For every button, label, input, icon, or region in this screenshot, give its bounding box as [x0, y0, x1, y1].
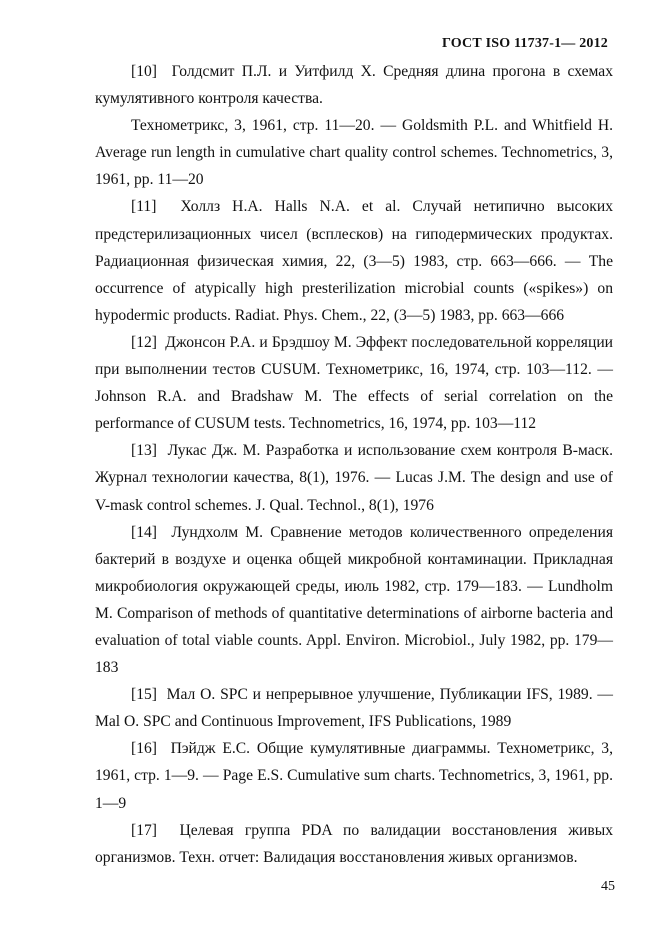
reference-entry [95, 193, 613, 328]
reference-entry [95, 519, 613, 682]
reference-text: Технометрикс, 3, 1961, стр. 11—20. — Goldsmith P.L. and Whitfield H. Average run length in cumulative chart quality control schemes. Technometrics, 3, 1961, pp. 11—20 [95, 117, 613, 189]
reference-label: [13] [131, 442, 157, 460]
reference-entry [95, 735, 613, 816]
reference-label: [14] [131, 523, 157, 541]
reference-entry [95, 437, 613, 518]
reference-text: Мал О. SPC и непрерывное улучшение, Публикации IFS, 1989. — Mal O. SPC and Continuous Improvement, IFS Publications, 1989 [95, 686, 613, 731]
reference-text: Лундхолм М. Сравнение методов количественного определения бактерий в воздухе и оценка общей микробной контаминации. Прикладная микробиология окружающей среды, июль 1982, стр. 179—183. — Lundholm M. Comparison of methods of quantitative determinations of airborne bacteria and evaluation of total viable counts. Appl. Environ. Microbiol., July 1982, pp. 179—183 [95, 523, 613, 677]
reference-text: Холлз Н.А. Halls N.A. et al. Случай нетипично высоких предстерилизационных чисел (всплесков) на гиподермических продуктах. Радиационная физическая химия, 22, (3—5) 1983, стр. 663—666. — The occurrence of atypically high presterilization microbial counts («spikes») on hypodermic products. Radiat. Phys. Chem., 22, (3—5) 1983, pp. 663—666 [95, 198, 614, 324]
page-number: 45 [601, 879, 615, 894]
reference-text: Пэйдж Е.С. Общие кумулятивные диаграммы. Технометрикс, 3, 1961, стр. 1—9. — Page E.S. Cumulative sum charts. Technometrics, 3, 1961, pp. 1—9 [95, 740, 613, 812]
reference-label: [10] [131, 63, 157, 80]
reference-list [95, 58, 613, 871]
reference-entry [95, 58, 613, 112]
reference-label: [16] [131, 740, 157, 758]
document-header: ГОСТ ISO 11737-1— 2012 [442, 36, 608, 51]
reference-label: [12] [131, 333, 157, 351]
reference-text: Джонсон Р.А. и Брэдшоу М. Эффект последовательной корреляции при выполнении тестов CUSUM. Технометрикс, 16, 1974, стр. 103—112. — Johnson R.A. and Bradshaw M. The effects of serial correlation on the performance of CUSUM tests. Technometrics, 16, 1974, pp. 103—112 [95, 333, 614, 433]
reference-text: Голдсмит П.Л. и Уитфилд X. Средняя длина прогона в схемах кумулятивного контроля качества. [95, 63, 613, 108]
reference-label: [11] [131, 198, 157, 216]
reference-entry [95, 329, 613, 437]
reference-entry [95, 817, 613, 871]
reference-label: [17] [131, 821, 157, 839]
reference-continuation [95, 112, 613, 193]
reference-text: Лукас Дж. М. Разработка и использование схем контроля В-маск. Журнал технологии качества, 8(1), 1976. — Lucas J.M. The design and use of V-mask control schemes. J. Qual. Technol., 8(1), 1976 [95, 442, 614, 514]
reference-label: [15] [131, 686, 157, 704]
reference-entry [95, 681, 613, 735]
reference-text: Целевая группа PDA по валидации восстановления живых организмов. Техн. отчет: Валидация восстановления живых организмов. [95, 821, 613, 866]
